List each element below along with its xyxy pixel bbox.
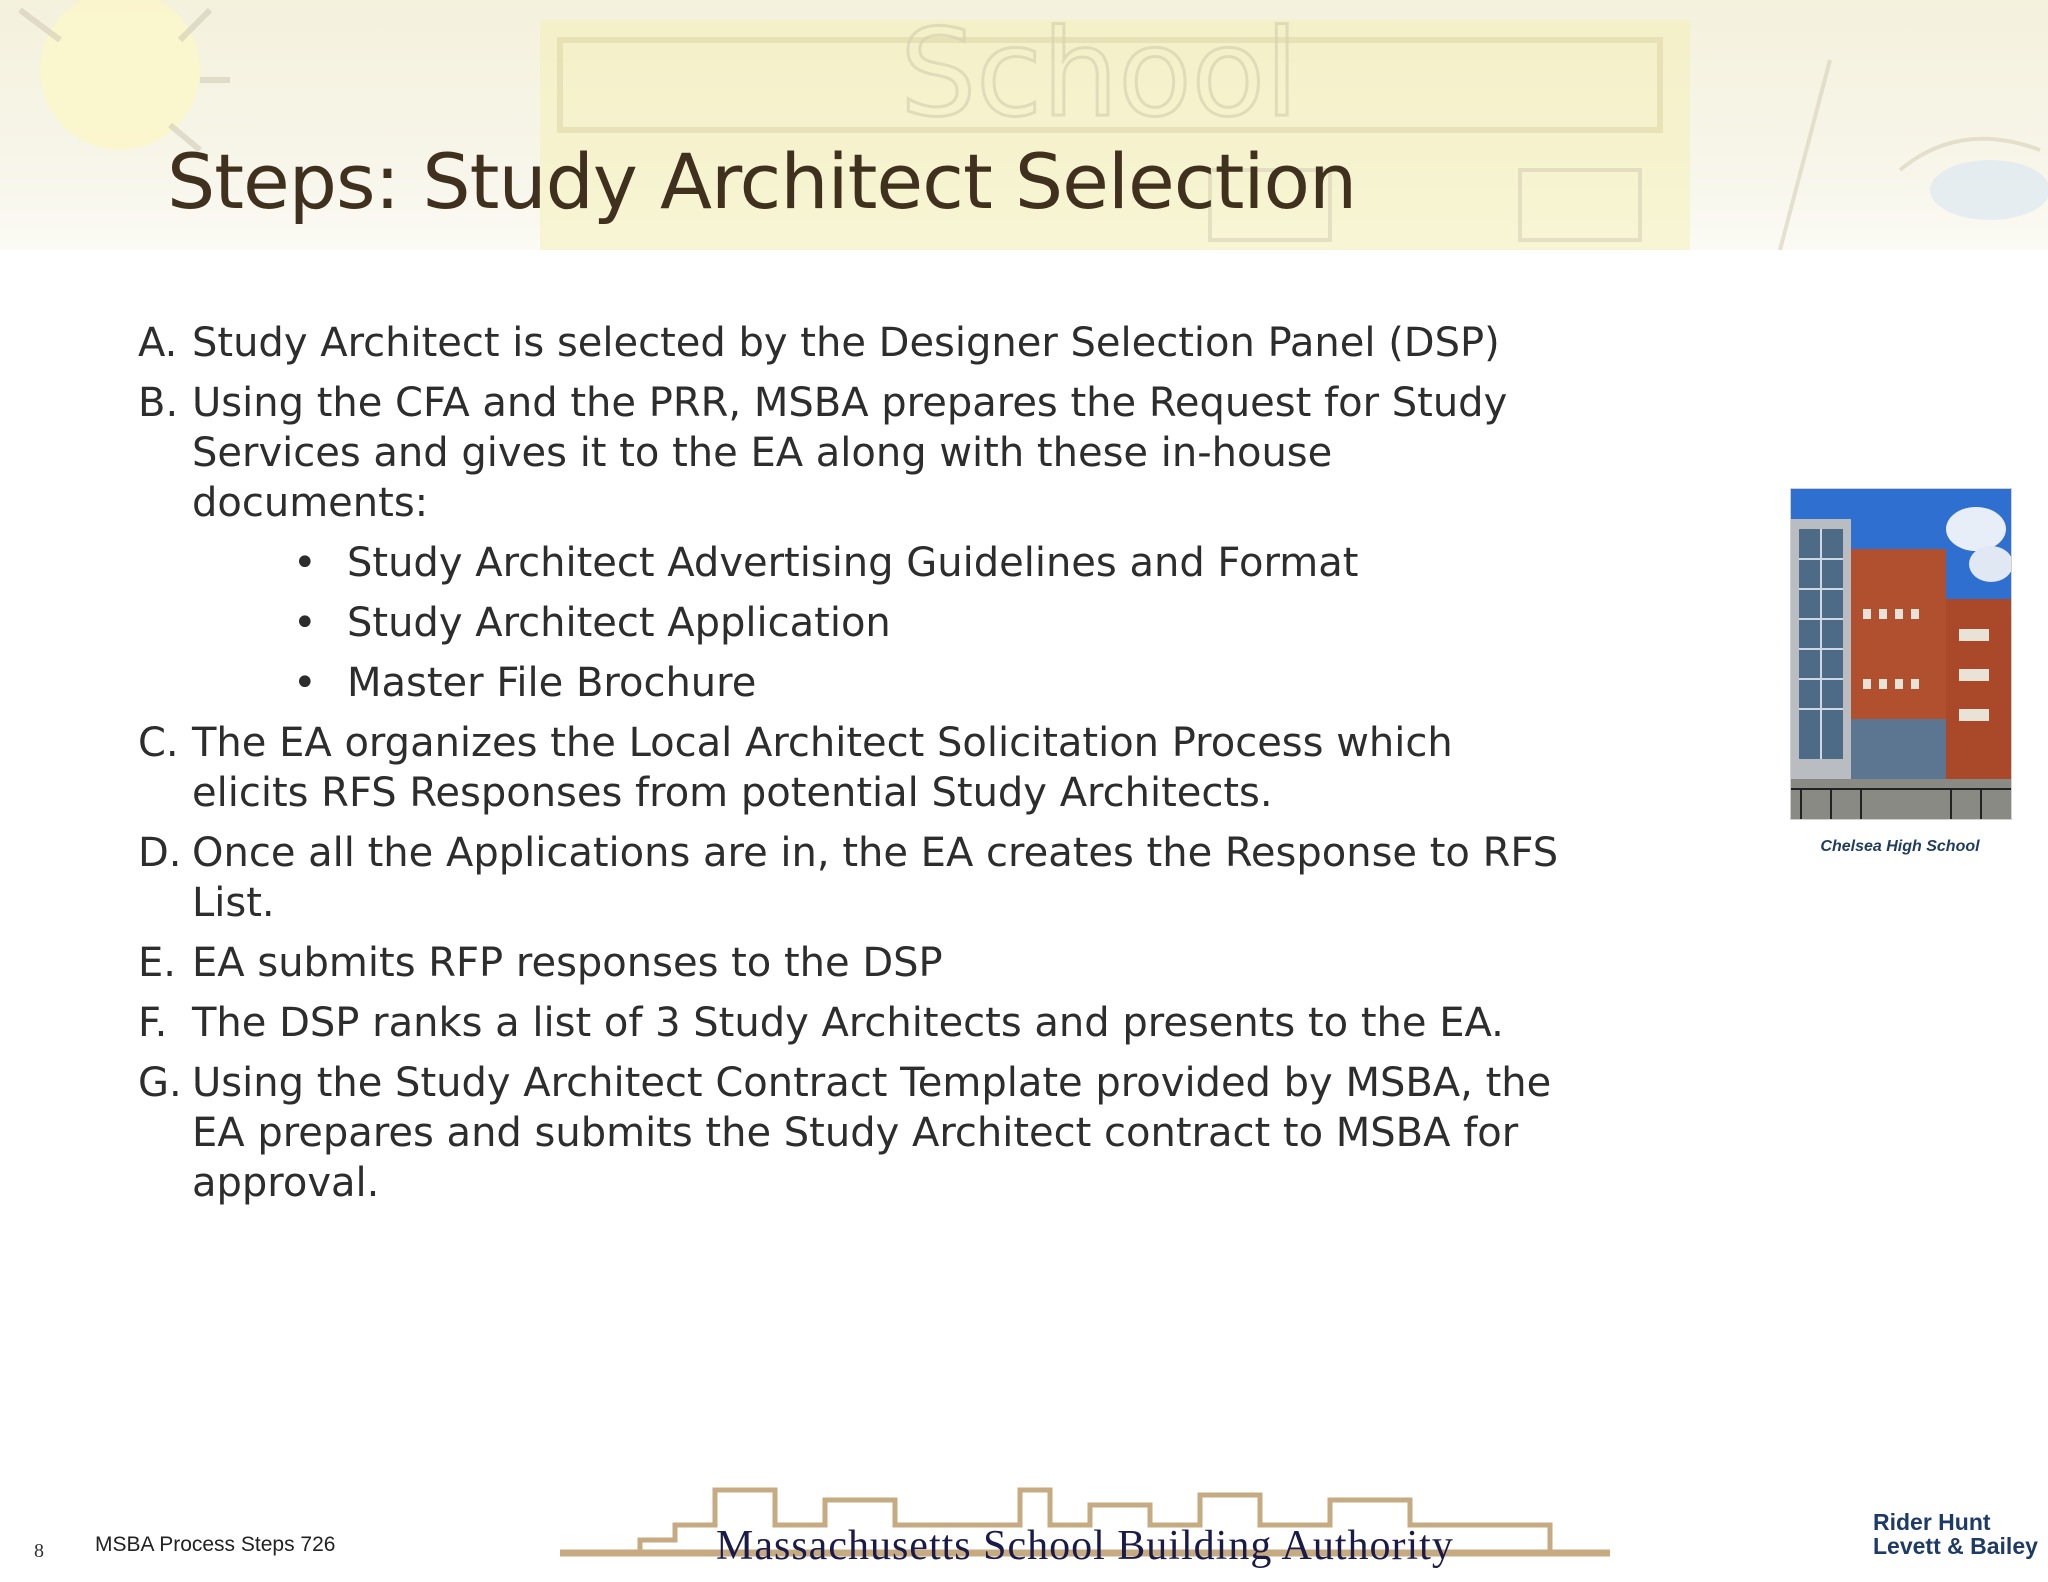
step-item-e [138,938,1578,988]
bullet-item [293,538,1578,588]
step-letter: E. [138,940,176,986]
logo-line-1: Rider Hunt [1873,1509,1991,1535]
step-text: Once all the Applications are in, the EA creates the Response to RFS List. [192,830,1559,926]
step-letter: A. [138,320,178,366]
bullet-item [293,598,1578,648]
step-item-b [138,378,1578,528]
documents-bullet-list [138,538,1578,708]
step-item-d [138,828,1578,928]
step-text: The DSP ranks a list of 3 Study Architects and presents to the EA. [192,1000,1504,1046]
bullet-glyph: • [293,600,317,646]
logo-line-2: Levett & Bailey [1873,1533,2038,1559]
bullet-text: Master File Brochure [347,660,757,706]
steps-list [138,318,1578,1218]
page-number: 8 [34,1540,44,1562]
step-text: Using the CFA and the PRR, MSBA prepares the Request for Study Services and gives it to the EA along with these in-house documents: [192,380,1508,526]
step-text: Study Architect is selected by the Designer Selection Panel (DSP) [192,320,1500,366]
step-text: EA submits RFP responses to the DSP [192,940,943,986]
step-item-f [138,998,1578,1048]
school-photo [1790,488,2012,820]
building-illustration [1791,489,2011,819]
step-letter: D. [138,830,182,876]
bullet-text: Study Architect Application [347,600,891,646]
step-item-a [138,318,1578,368]
step-text: The EA organizes the Local Architect Solicitation Process which elicits RFS Responses from potential Study Architects. [192,720,1453,816]
step-letter: C. [138,720,179,766]
photo-caption: Chelsea High School [1820,838,1980,855]
step-letter: F. [138,1000,168,1046]
bullet-glyph: • [293,660,317,706]
rider-hunt-logo [1873,1510,2038,1558]
footer-document-name: MSBA Process Steps 726 [95,1533,336,1556]
slide-title: Steps: Study Architect Selection [167,137,1357,226]
step-letter: B. [138,380,179,426]
bullet-text: Study Architect Advertising Guidelines and Format [347,540,1359,586]
step-text: Using the Study Architect Contract Template provided by MSBA, the EA prepares and submits the Study Architect contract to MSBA for approval. [192,1060,1552,1206]
step-letter: G. [138,1060,182,1106]
organization-name: Massachusetts School Building Authority [716,1523,1454,1569]
step-item-g [138,1058,1578,1208]
bullet-glyph: • [293,540,317,586]
step-item-c [138,718,1578,818]
bullet-item [293,658,1578,708]
banner-word: School [900,5,1299,144]
